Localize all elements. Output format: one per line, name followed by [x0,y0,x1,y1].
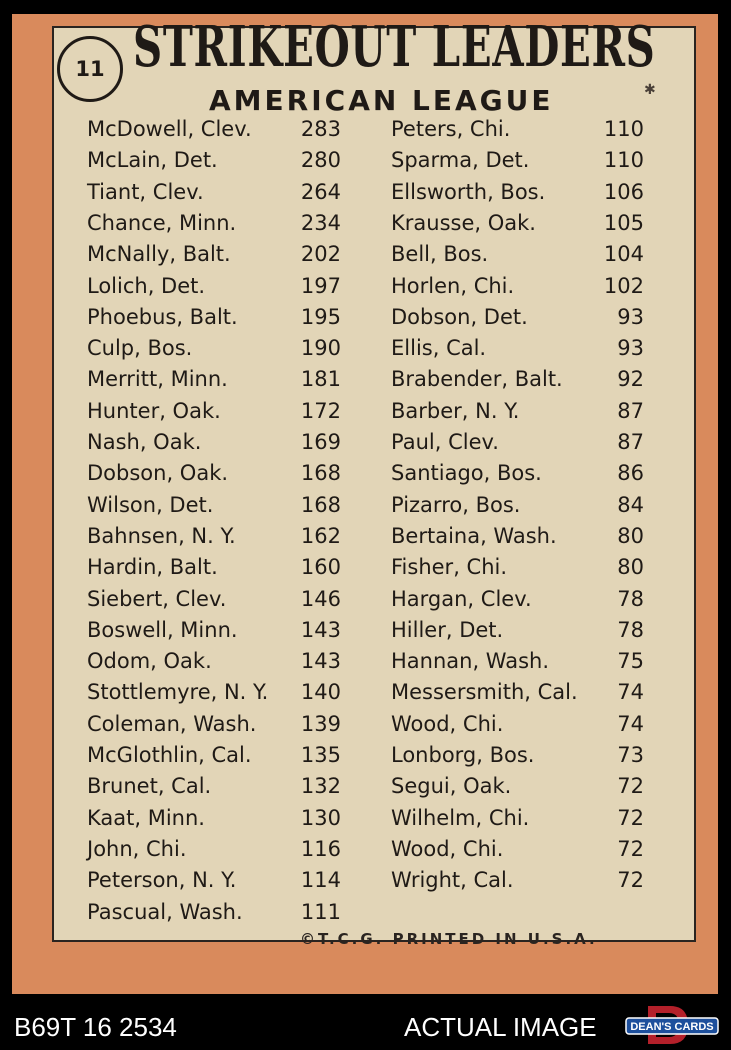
leader-name: Hannan, Wash. [391,649,550,674]
strikeout-count: 130 [300,805,341,830]
leader-name: Bahnsen, N. Y. [87,523,236,548]
leader-name: Brabender, Balt. [391,367,563,392]
leader-name: McGlothlin, Cal. [87,743,252,767]
logo-text: DEAN'S CARDS [630,1021,714,1033]
strikeout-count: 135 [300,743,341,767]
strikeout-count: 93 [617,304,644,329]
strikeout-count: 87 [617,398,644,423]
strikeout-count: 114 [300,868,341,893]
strikeout-count: 72 [617,805,644,830]
strikeout-count: 86 [617,461,644,486]
strikeout-count: 168 [300,492,341,517]
strikeout-count: 80 [617,523,644,548]
leader-name: Paul, Clev. [391,430,499,454]
strikeout-count: 92 [617,367,644,392]
strikeout-count: 72 [617,868,644,893]
leader-name: Siebert, Clev. [87,586,227,611]
copyright-footer: ©T.C.G. PRINTED IN U.S.A. [300,930,598,948]
strikeout-count: 202 [300,242,341,267]
strikeout-count: 140 [300,680,341,705]
leader-name: Nash, Oak. [87,430,202,454]
leader-name: Sparma, Det. [391,148,530,173]
league-subtitle: AMERICAN LEAGUE [209,84,554,117]
strikeout-count: 93 [617,336,644,361]
card-number-badge [57,36,123,102]
strikeout-count: 195 [300,304,341,329]
leader-name: Segui, Oak. [391,774,512,799]
leader-name: Dobson, Oak. [87,461,229,486]
strikeout-count: 75 [617,649,644,674]
leader-name: Culp, Bos. [87,336,193,361]
leader-name: Barber, N. Y. [391,398,520,423]
leader-name: Peterson, N. Y. [87,868,237,893]
strikeout-count: 104 [603,242,644,267]
strikeout-count: 139 [300,711,341,736]
strikeout-count: 283 [300,117,341,141]
strikeout-count: 172 [300,398,341,423]
card-number: 11 [75,57,105,81]
strikeout-count: 132 [300,774,341,799]
strikeout-count: 143 [300,649,341,674]
leader-name: Wilson, Det. [87,492,214,517]
leader-name: Phoebus, Balt. [87,304,238,329]
strikeout-count: 78 [617,586,644,611]
leader-name: Pascual, Wash. [87,899,243,924]
leader-name: Odom, Oak. [87,649,212,674]
leader-name: Horlen, Chi. [391,273,515,298]
strikeout-count: 197 [300,273,341,298]
strikeout-count: 106 [603,179,644,204]
leader-name: Kaat, Minn. [87,805,205,830]
leader-name: Hardin, Balt. [87,555,218,580]
leader-name: McDowell, Clev. [87,117,252,141]
leader-name: Lonborg, Bos. [391,743,535,767]
leader-name: Coleman, Wash. [87,711,257,736]
strikeout-count: 169 [300,430,341,454]
strikeout-count: 74 [617,680,644,705]
strikeout-count: 181 [300,367,341,392]
strikeout-count: 110 [603,148,644,173]
leader-name: Krausse, Oak. [391,210,536,235]
leader-name: Wright, Cal. [391,868,514,893]
leader-name: Chance, Minn. [87,210,237,235]
strikeout-count: 146 [300,586,341,611]
leader-name: Merritt, Minn. [87,367,228,392]
deans-cards-logo [622,1004,722,1046]
leader-name: Ellis, Cal. [391,336,487,361]
strikeout-count: 84 [617,492,644,517]
leader-name: Stottlemyre, N. Y. [87,680,269,705]
strikeout-count: 143 [300,617,341,642]
strikeout-count: 160 [300,555,341,580]
leader-name: Hiller, Det. [391,617,504,642]
strikeout-count: 87 [617,430,644,454]
star-mark: ✱ [644,82,656,98]
leader-name: Messersmith, Cal. [391,680,578,705]
strikeout-count: 116 [300,836,341,861]
deans-cards-logo-icon [622,1004,722,1046]
strikeout-count: 280 [300,148,341,173]
leader-name: Boswell, Minn. [87,617,238,642]
strikeout-count: 111 [300,899,341,924]
leader-name: Pizarro, Bos. [391,492,521,517]
strikeout-count: 74 [617,711,644,736]
strikeout-count: 234 [300,210,341,235]
leader-name: Ellsworth, Bos. [391,179,546,204]
leader-name: McLain, Det. [87,148,218,173]
leader-name: Bertaina, Wash. [391,523,557,548]
leader-name: Santiago, Bos. [391,461,542,486]
strikeout-count: 110 [603,117,644,141]
leader-name: Peters, Chi. [391,117,511,141]
leader-name: John, Chi. [87,836,187,861]
strikeout-count: 80 [617,555,644,580]
leader-name: McNally, Balt. [87,242,231,267]
strikeout-count: 73 [617,743,644,767]
leader-name: Lolich, Det. [87,273,206,298]
strikeout-count: 264 [300,179,341,204]
strikeout-count: 78 [617,617,644,642]
card-title: STRIKEOUT LEADERS [133,14,656,80]
leader-name: Hargan, Clev. [391,586,532,611]
strikeout-count: 105 [603,210,644,235]
strikeout-count: 168 [300,461,341,486]
actual-image-label: ACTUAL IMAGE [404,1012,597,1042]
leader-name: Fisher, Chi. [391,555,508,580]
strikeout-count: 162 [300,523,341,548]
leader-name: Wilhelm, Chi. [391,805,530,830]
strikeout-count: 102 [603,273,644,298]
strikeout-count: 72 [617,836,644,861]
leader-name: Bell, Bos. [391,242,489,267]
inventory-id: B69T 16 2534 [14,1012,177,1042]
strikeout-count: 72 [617,774,644,799]
leader-name: Brunet, Cal. [87,774,212,799]
strikeout-count: 190 [300,336,341,361]
leader-name: Wood, Chi. [391,711,504,736]
leader-name: Hunter, Oak. [87,398,221,423]
leader-name: Wood, Chi. [391,836,504,861]
leader-name: Dobson, Det. [391,304,528,329]
leader-name: Tiant, Clev. [87,179,204,204]
